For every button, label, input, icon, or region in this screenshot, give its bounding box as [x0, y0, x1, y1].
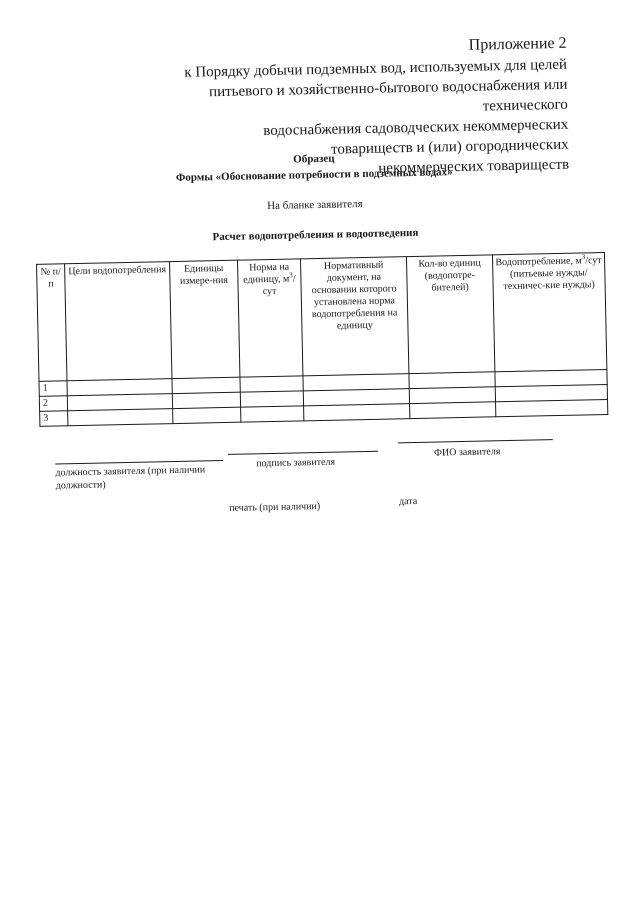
table-cell: [304, 404, 410, 421]
superscript: 3: [289, 271, 293, 280]
table-cell: [496, 399, 608, 416]
column-header-consumption-tail: /сут (питьевые нужды/техничес-кие нужды): [503, 255, 602, 293]
column-header-consumption: [492, 253, 606, 372]
fio-line: [398, 439, 553, 443]
sample-label: Образец: [293, 152, 335, 166]
column-header-norm-text: Норма на единицу, м: [243, 261, 290, 286]
column-header-norm: [238, 259, 303, 377]
table-header-row: [37, 253, 607, 382]
column-header-document: Нормативный документ, на основании которого установлена норма водопотребления на единицу: [300, 257, 408, 376]
date-label: дата: [398, 495, 418, 508]
appendix-line: некоммерческих товариществ: [378, 156, 570, 177]
table-cell: [172, 392, 240, 408]
column-header-purpose: Цели водопотребления: [65, 262, 172, 381]
table-cell: [240, 376, 303, 392]
table-cell: [173, 407, 241, 423]
table-cell: [241, 406, 304, 422]
table-cell: [172, 377, 240, 393]
row-number: 3: [40, 411, 68, 427]
row-number: 1: [39, 381, 67, 397]
appendix-line: водоснабжения садоводческих некоммерческих: [263, 116, 569, 140]
row-number: 2: [39, 396, 67, 412]
stamp-label: печать (при наличии): [229, 501, 321, 514]
blank-note: На бланке заявителя: [267, 198, 363, 213]
column-header-count: Кол-во единиц (водопотре-бителей): [406, 255, 494, 374]
column-header-consumption-text: Водопотребление, м: [495, 255, 582, 269]
column-header-number: № п/п: [37, 264, 67, 382]
column-header-norm-unit: /сут: [262, 273, 296, 298]
appendix-line: товариществ и (или) огороднических: [330, 136, 569, 158]
appendix-line: питьевого и хозяйственно-бытового водоснабжения или технического: [208, 76, 568, 115]
calculation-table: [36, 252, 608, 427]
signature-line: [228, 451, 378, 455]
appendix-line: к Порядку добычи подземных вод, используемых для целей: [184, 56, 568, 81]
column-header-units: Единицы измере-ния: [170, 260, 240, 378]
superscript: 3: [581, 253, 586, 262]
fio-label: ФИО заявителя: [433, 446, 501, 459]
table-title: Расчет водопотребления и водоотведения: [212, 226, 419, 244]
table-cell: [410, 402, 496, 419]
signature-label: подпись заявителя: [256, 456, 336, 470]
table-cell: [240, 391, 303, 407]
position-label: должность заявителя (при наличии должности): [55, 464, 206, 492]
appendix-title: Приложение 2: [468, 34, 567, 54]
table-cell: [68, 409, 173, 426]
form-title: Формы «Обоснование потребности в подземных водах»: [175, 166, 453, 184]
